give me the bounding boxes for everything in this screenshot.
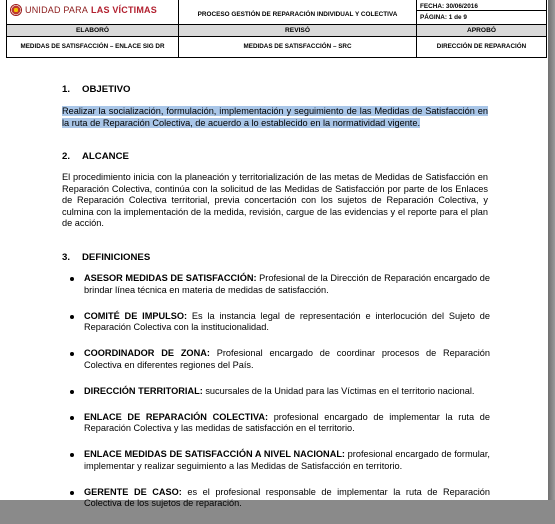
col-aprobo-header: APROBÓ: [417, 25, 547, 37]
definition-text: Es la instancia legal de representación e interlocución del Sujeto de Reparación Colectiva con la institucionalidad.: [84, 310, 490, 333]
definition-term: ENLACE MEDIDAS DE SATISFACCIÓN A NIVEL NACIONAL:: [84, 449, 345, 460]
reviso-value: MEDIDAS DE SATISFACCIÓN – SRC: [179, 37, 417, 58]
section-title: DEFINICIONES: [82, 252, 151, 263]
definition-term: COORDINADOR DE ZONA:: [84, 348, 210, 359]
definition-text: Profesional encargado de coordinar procesos de Reparación Colectiva en diferentes regiones del País.: [84, 348, 490, 370]
unidad-victimas-logo: [10, 4, 175, 16]
list-item: [62, 348, 490, 371]
list-item: [62, 449, 490, 472]
document-header-table: [6, 0, 547, 58]
logo-brand: LAS VÍCTIMAS: [91, 4, 157, 15]
definition-text: Profesional de la Dirección de Reparación encargado de brindar línea técnica en materia de medidas de satisfacción.: [84, 273, 490, 295]
section-number: 2.: [62, 151, 71, 162]
selected-text[interactable]: Realizar la socialización, formulación, implementación y seguimiento de las Medidas de Satisfacción en la ruta de Reparación Colectiva, de acuerdo a lo establecido en la normatividad vigente.: [62, 106, 488, 128]
pagina-field: PÁGINA: 1 de 9: [417, 11, 547, 25]
definition-text: sucursales de la Unidad para las Víctimas en el territorio nacional.: [202, 385, 475, 396]
list-item: [62, 386, 490, 398]
list-item: [62, 412, 490, 435]
definition-text: es el profesional responsable de implementar la ruta de Reparación Colectiva de los sujetos de reparación.: [84, 486, 491, 509]
section-title: ALCANCE: [82, 151, 129, 162]
objetivo-paragraph[interactable]: [62, 106, 488, 129]
logo-prefix: UNIDAD PARA: [25, 4, 89, 15]
aprobo-value: DIRECCIÓN DE REPARACIÓN: [417, 37, 547, 58]
definition-text: profesional encargado de implementar la ruta de Reparación Colectiva y las medidas de satisfacción en el territorio.: [84, 411, 490, 434]
section-title: OBJETIVO: [82, 84, 131, 95]
process-title: PROCESO GESTIÓN DE REPARACIÓN INDIVIDUAL Y COLECTIVA: [179, 0, 417, 25]
section-number: 3.: [62, 252, 71, 263]
definition-term: COMITÉ DE IMPULSO:: [84, 310, 188, 321]
fecha-field: FECHA: 30/06/2016: [417, 0, 547, 11]
definition-text: profesional encargado de formular, implementar y realizar seguimiento a las Medidas de Satisfacción en territorio.: [84, 449, 490, 471]
list-item: [62, 487, 490, 510]
logo-cell: [7, 0, 179, 25]
definition-term: GERENTE DE CASO:: [84, 486, 182, 497]
definition-term: DIRECCIÓN TERRITORIAL:: [84, 385, 203, 396]
page-shadow: [548, 0, 555, 500]
elaboro-value: MEDIDAS DE SATISFACCIÓN – ENLACE SIG DR: [7, 37, 179, 58]
section-heading-alcance: [62, 151, 129, 163]
definitions-list: [62, 273, 490, 524]
section-heading-objetivo: [62, 84, 131, 96]
definition-term: ASESOR MEDIDAS DE SATISFACCIÓN:: [84, 273, 257, 283]
section-heading-definiciones: [62, 252, 150, 264]
section-number: 1.: [62, 84, 71, 95]
alcance-paragraph: El procedimiento inicia con la planeación y territorialización de las metas de Medidas de Satisfacción en Reparación Colectiva, continúa con la solicitud de las Medidas de Satisfacción por parte de los Enlaces de Reparación Colectiva territorial, previa concertación con los sujetos de Reparación Colectiva, y culmina con la implementación de la medida, revisión, cargue de las evidencias y el reporte para el plan de acción.: [62, 172, 488, 229]
list-item: [62, 273, 490, 296]
list-item: [62, 311, 490, 334]
seal-icon: [10, 4, 22, 16]
definition-term: ENLACE DE REPARACIÓN COLECTIVA:: [84, 411, 269, 422]
col-reviso-header: REVISÓ: [179, 25, 417, 37]
col-elaboro-header: ELABORÓ: [7, 25, 179, 37]
